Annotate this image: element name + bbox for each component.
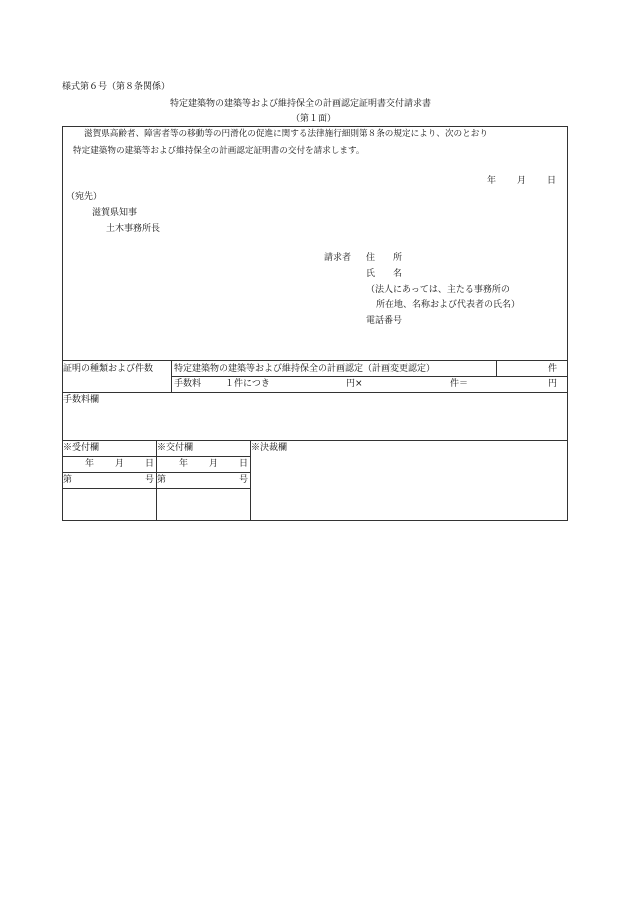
corp-note-line2: 所在地、名称および代表者の氏名） xyxy=(376,300,521,310)
address-label: 住 所 xyxy=(366,253,403,263)
reception-number-prefix: 第 xyxy=(63,475,73,485)
fee-stamp-top-line xyxy=(62,392,568,393)
decision-label: ※決裁欄 xyxy=(251,443,288,453)
count-divider xyxy=(496,360,497,376)
office-top-line xyxy=(62,440,568,441)
addressee-governor: 滋賀県知事 xyxy=(92,208,138,218)
addressee-office: 土木事務所長 xyxy=(106,224,161,234)
request-body-line2: 特定建築物の建築等および維持保全の計画認定証明書の交付を請求します。 xyxy=(73,146,365,156)
cert-top-line xyxy=(62,360,568,361)
fee-label: 手数料 xyxy=(174,379,202,389)
certificate-type: 特定建築物の建築等および維持保全の計画認定（計画変更認定） xyxy=(174,364,436,374)
reception-label: ※受付欄 xyxy=(63,443,100,453)
fee-per-item: １件につき xyxy=(225,379,270,389)
office-row-line-1 xyxy=(62,456,250,457)
form-number: 様式第６号（第８条関係） xyxy=(62,82,171,92)
issuance-day: 日 xyxy=(239,459,249,469)
phone-label: 電話番号 xyxy=(366,316,403,326)
certificate-label: 証明の種類および件数 xyxy=(63,364,154,374)
addressee-label: （宛先） xyxy=(66,192,103,202)
issuance-number-suffix: 号 xyxy=(239,475,249,485)
issuance-month: 月 xyxy=(209,459,219,469)
fee-yen-times: 円× xyxy=(346,379,363,389)
name-label: 氏 名 xyxy=(366,269,403,279)
reception-number-suffix: 号 xyxy=(145,475,155,485)
certificate-count-unit: 件 xyxy=(548,364,558,374)
page-label: （第１面） xyxy=(291,114,337,124)
reception-month: 月 xyxy=(115,459,125,469)
office-row-line-2 xyxy=(62,472,250,473)
fee-yen: 円 xyxy=(548,379,558,389)
reception-day: 日 xyxy=(145,459,155,469)
issuance-number-prefix: 第 xyxy=(157,475,167,485)
corp-note-line1: （法人にあっては、主たる事務所の xyxy=(366,285,510,295)
fee-stamp-label: 手数料欄 xyxy=(63,395,100,405)
date-month: 月 xyxy=(517,176,527,186)
reception-year: 年 xyxy=(85,459,95,469)
date-year: 年 xyxy=(487,176,497,186)
office-row-line-3 xyxy=(62,488,250,489)
fee-items-equals: 件＝ xyxy=(450,379,469,389)
issuance-label: ※交付欄 xyxy=(157,443,194,453)
issuance-year: 年 xyxy=(179,459,189,469)
cert-mid-line xyxy=(171,376,568,377)
date-day: 日 xyxy=(547,176,557,186)
request-body-line1: 滋賀県高齢者、障害者等の移動等の円滑化の促進に関する法律施行細則第８条の規定により、次のとおり xyxy=(84,129,488,139)
requester-label: 請求者 xyxy=(324,253,352,263)
form-title: 特定建築物の建築等および維持保全の計画認定証明書交付請求書 xyxy=(170,99,432,109)
